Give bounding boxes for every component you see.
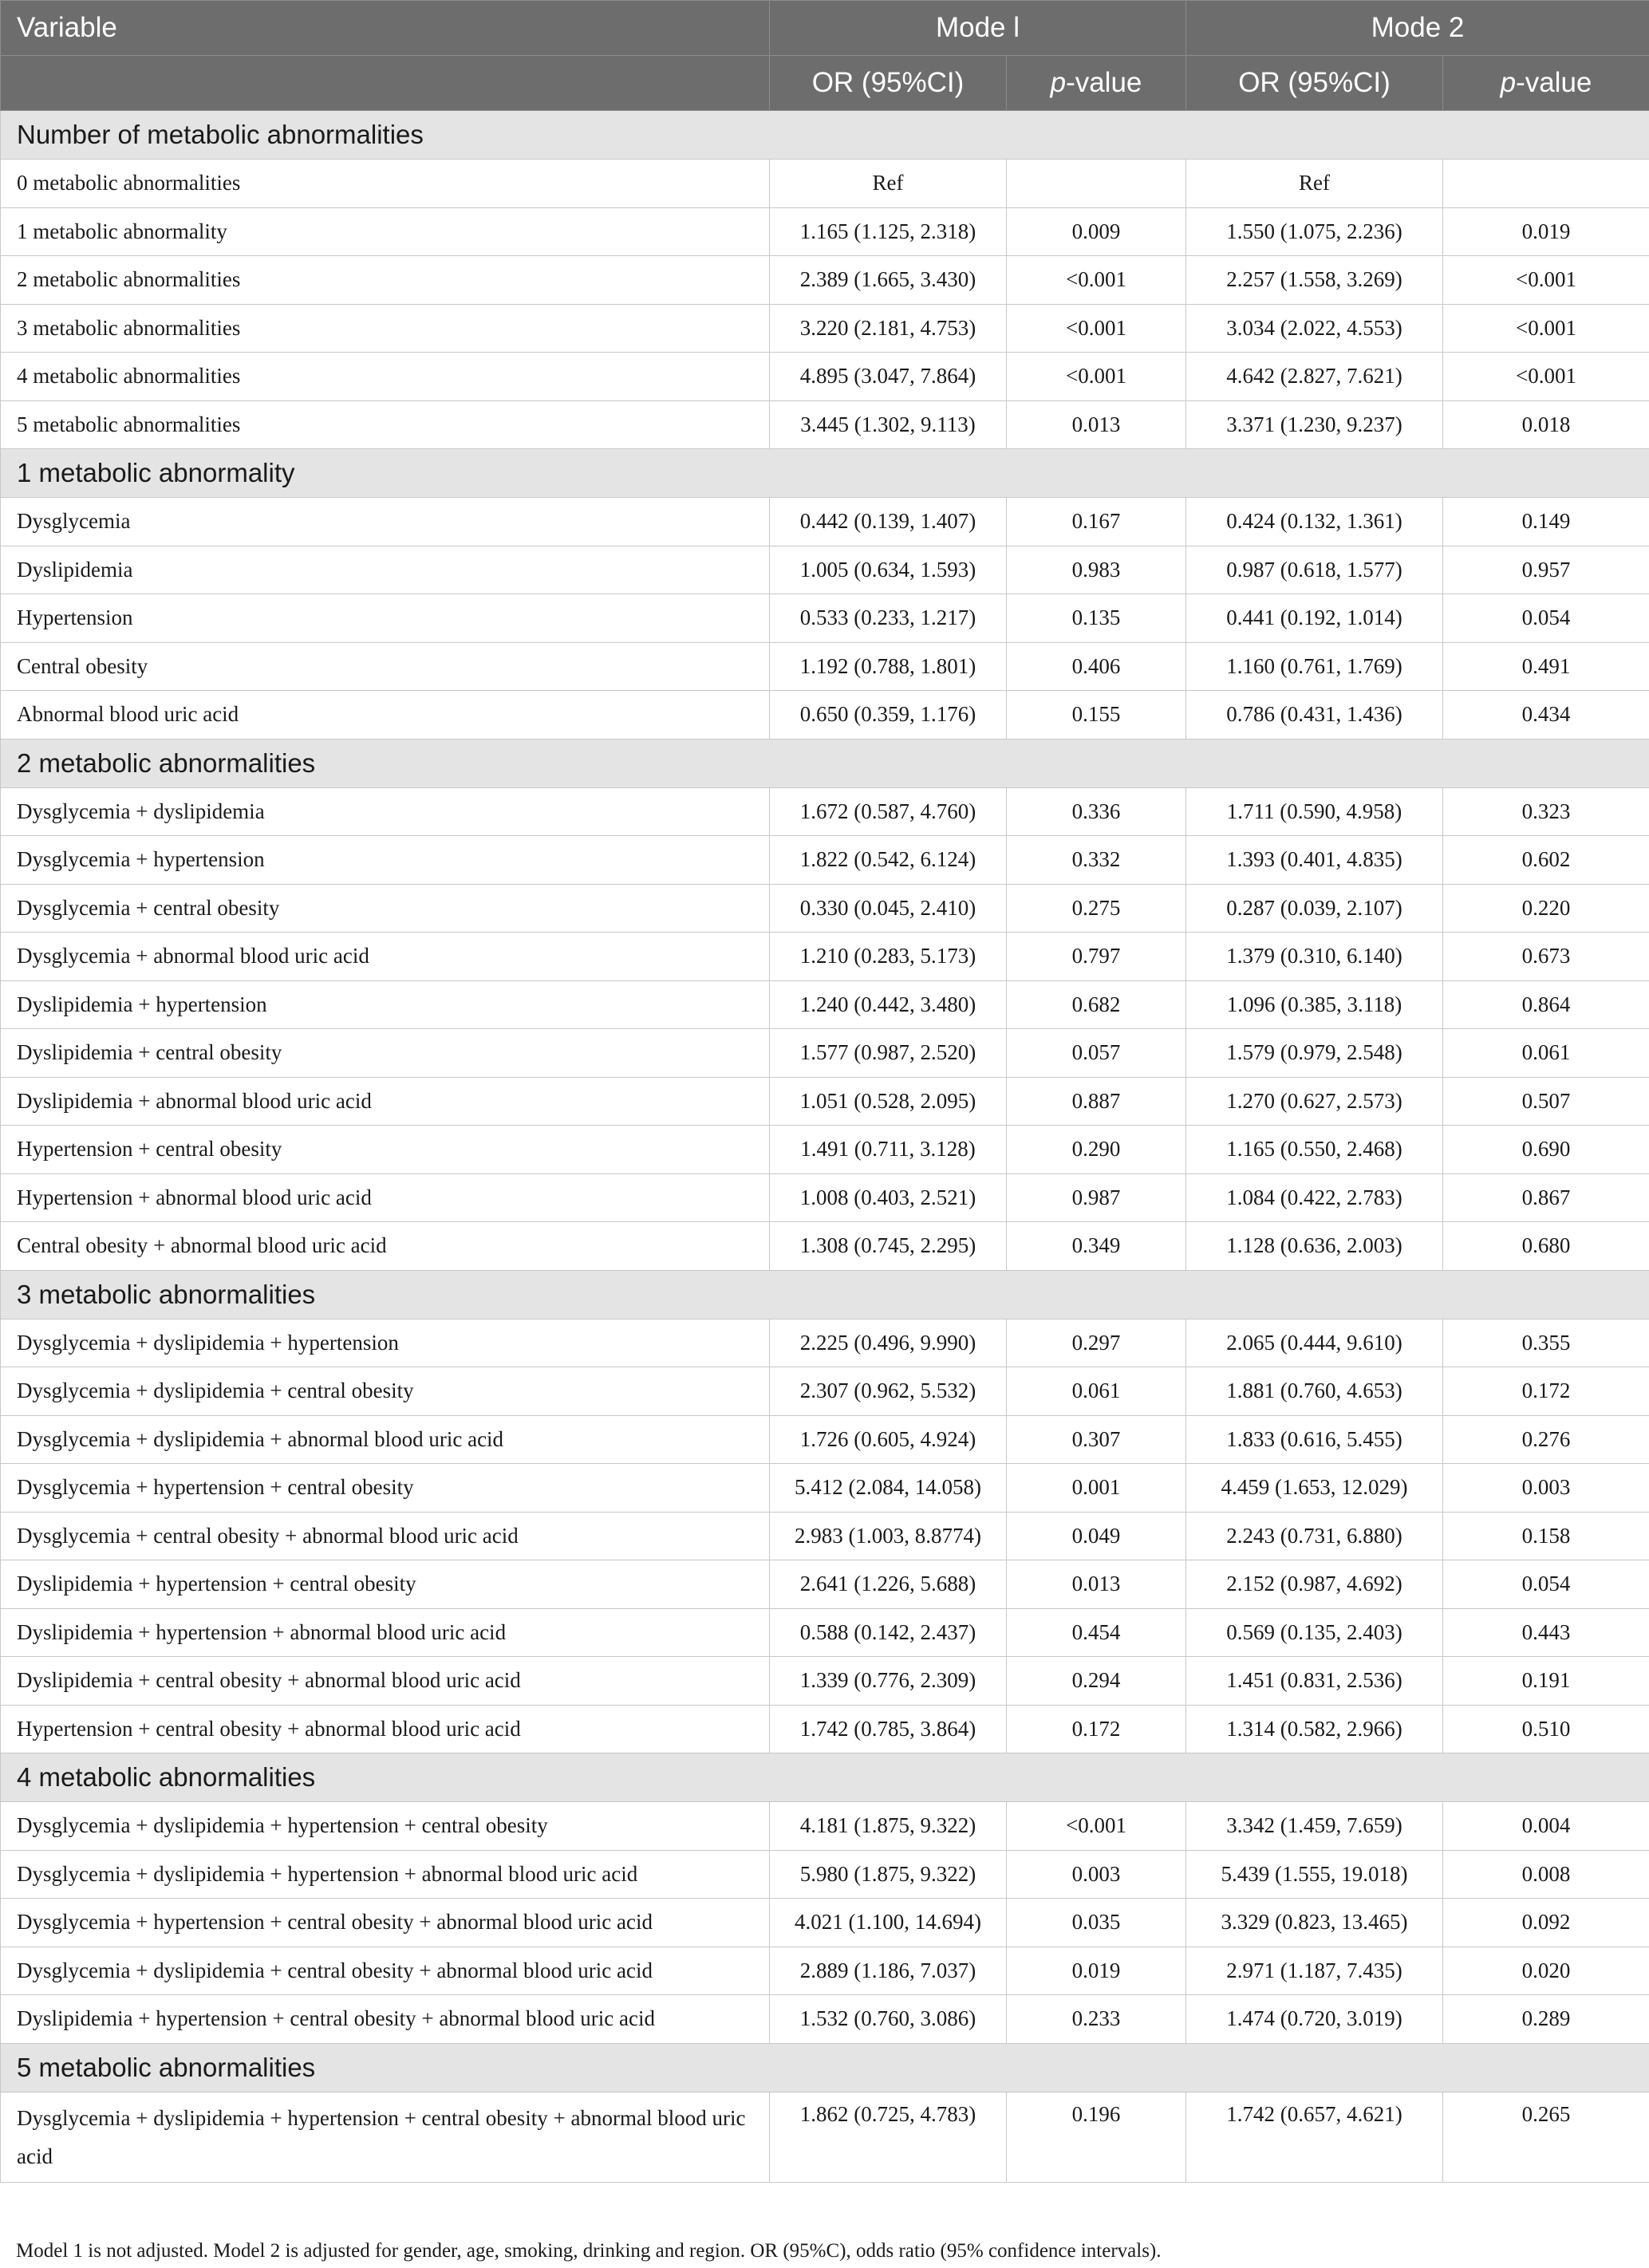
model2-or-cell: 1.096 (0.385, 3.118) bbox=[1186, 980, 1443, 1029]
model2-p-cell: 0.673 bbox=[1443, 933, 1649, 981]
model1-or-cell: 0.650 (0.359, 1.176) bbox=[770, 691, 1007, 740]
model2-or-cell: Ref bbox=[1186, 160, 1443, 208]
row-label: Dyslipidemia + central obesity + abnormal blood uric acid bbox=[1, 1657, 770, 1706]
model1-p-cell: 0.682 bbox=[1007, 980, 1186, 1029]
model2-or-cell: 1.270 (0.627, 2.573) bbox=[1186, 1077, 1443, 1126]
model2-or-cell: 1.165 (0.550, 2.468) bbox=[1186, 1126, 1443, 1174]
table-row bbox=[1, 1367, 1649, 1416]
model2-p-cell: 0.289 bbox=[1443, 1995, 1649, 2044]
model1-p-cell: <0.001 bbox=[1007, 304, 1186, 353]
model2-p-cell: 0.061 bbox=[1443, 1029, 1649, 1078]
model1-or-cell: 1.862 (0.725, 4.783) bbox=[770, 2092, 1007, 2182]
model1-or-cell: 1.192 (0.788, 1.801) bbox=[770, 642, 1007, 691]
model1-p-cell: 0.013 bbox=[1007, 1560, 1186, 1609]
row-label: Central obesity bbox=[1, 642, 770, 691]
section-title: 3 metabolic abnormalities bbox=[1, 1270, 1649, 1319]
model2-or-cell: 0.441 (0.192, 1.014) bbox=[1186, 594, 1443, 643]
model2-p-cell: 0.054 bbox=[1443, 594, 1649, 643]
row-label: Dysglycemia + dyslipidemia + hypertension + central obesity + abnormal blood uric acid bbox=[1, 2092, 770, 2182]
model2-or-cell: 3.329 (0.823, 13.465) bbox=[1186, 1899, 1443, 1947]
table-footnote: Model 1 is not adjusted. Model 2 is adjusted for gender, age, smoking, drinking and region. OR (95%C), odds ratio (95% confidence intervals). bbox=[16, 2240, 1162, 2262]
model1-p-cell: <0.001 bbox=[1007, 256, 1186, 305]
section-header-row bbox=[1, 1753, 1649, 1802]
row-label: 1 metabolic abnormality bbox=[1, 207, 770, 256]
model2-or-cell: 2.257 (1.558, 3.269) bbox=[1186, 256, 1443, 305]
model2-p-cell: 0.019 bbox=[1443, 207, 1649, 256]
p-italic: p bbox=[1050, 67, 1067, 98]
row-label: Central obesity + abnormal blood uric acid bbox=[1, 1222, 770, 1271]
model1-p-cell: <0.001 bbox=[1007, 353, 1186, 401]
row-label: Dysglycemia + hypertension + central obesity + abnormal blood uric acid bbox=[1, 1899, 770, 1947]
model1-p-cell: 0.167 bbox=[1007, 498, 1186, 546]
model1-or-cell: 1.577 (0.987, 2.520) bbox=[770, 1029, 1007, 1078]
table-row bbox=[1, 1995, 1649, 2044]
model2-or-cell: 1.881 (0.760, 4.653) bbox=[1186, 1367, 1443, 1416]
model2-p-cell: 0.220 bbox=[1443, 884, 1649, 933]
row-label: 3 metabolic abnormalities bbox=[1, 304, 770, 353]
row-label: Hypertension + abnormal blood uric acid bbox=[1, 1173, 770, 1222]
model1-or-cell: 1.005 (0.634, 1.593) bbox=[770, 546, 1007, 594]
model1-p-cell: 0.987 bbox=[1007, 1173, 1186, 1222]
model2-p-cell: <0.001 bbox=[1443, 353, 1649, 401]
table-row bbox=[1, 1464, 1649, 1513]
model1-p-cell: 0.332 bbox=[1007, 836, 1186, 885]
p-suffix: -value bbox=[1516, 67, 1592, 98]
model1-or-cell: 0.533 (0.233, 1.217) bbox=[770, 594, 1007, 643]
model1-or-cell: 1.742 (0.785, 3.864) bbox=[770, 1705, 1007, 1753]
table-body bbox=[1, 111, 1649, 2183]
model2-p-cell: 0.020 bbox=[1443, 1947, 1649, 1995]
table-row bbox=[1, 353, 1649, 401]
header-m1-p bbox=[1007, 56, 1186, 111]
header-m2-or: OR (95%CI) bbox=[1186, 56, 1443, 111]
section-title: 4 metabolic abnormalities bbox=[1, 1753, 1649, 1802]
model1-p-cell: 0.003 bbox=[1007, 1850, 1186, 1899]
table-row bbox=[1, 546, 1649, 594]
model1-or-cell: 2.641 (1.226, 5.688) bbox=[770, 1560, 1007, 1609]
model1-p-cell: 0.983 bbox=[1007, 546, 1186, 594]
model1-p-cell: 0.019 bbox=[1007, 1947, 1186, 1995]
model1-or-cell: 4.181 (1.875, 9.322) bbox=[770, 1802, 1007, 1851]
p-italic: p bbox=[1500, 67, 1517, 98]
model1-or-cell: 1.308 (0.745, 2.295) bbox=[770, 1222, 1007, 1271]
header-model-1: Mode l bbox=[770, 1, 1186, 56]
model1-or-cell: 5.412 (2.084, 14.058) bbox=[770, 1464, 1007, 1513]
model1-or-cell: 1.672 (0.587, 4.760) bbox=[770, 787, 1007, 836]
model2-p-cell: 0.158 bbox=[1443, 1512, 1649, 1560]
model2-or-cell: 1.160 (0.761, 1.769) bbox=[1186, 642, 1443, 691]
model2-or-cell: 1.314 (0.582, 2.966) bbox=[1186, 1705, 1443, 1753]
model2-or-cell: 1.711 (0.590, 4.958) bbox=[1186, 787, 1443, 836]
model2-or-cell: 0.987 (0.618, 1.577) bbox=[1186, 546, 1443, 594]
model1-p-cell bbox=[1007, 160, 1186, 208]
model2-or-cell: 4.459 (1.653, 12.029) bbox=[1186, 1464, 1443, 1513]
model1-p-cell: <0.001 bbox=[1007, 1802, 1186, 1851]
model1-p-cell: 0.009 bbox=[1007, 207, 1186, 256]
table-row bbox=[1, 1512, 1649, 1560]
model2-or-cell: 0.287 (0.039, 2.107) bbox=[1186, 884, 1443, 933]
row-label: Dysglycemia + dyslipidemia + central obesity bbox=[1, 1367, 770, 1416]
section-header-row bbox=[1, 449, 1649, 498]
model1-p-cell: 0.275 bbox=[1007, 884, 1186, 933]
model2-or-cell: 4.642 (2.827, 7.621) bbox=[1186, 353, 1443, 401]
row-label: Dyslipidemia + hypertension + abnormal blood uric acid bbox=[1, 1608, 770, 1657]
model1-or-cell: 0.330 (0.045, 2.410) bbox=[770, 884, 1007, 933]
model1-p-cell: 0.172 bbox=[1007, 1705, 1186, 1753]
model1-p-cell: 0.233 bbox=[1007, 1995, 1186, 2044]
model1-p-cell: 0.196 bbox=[1007, 2092, 1186, 2182]
model2-p-cell: 0.276 bbox=[1443, 1415, 1649, 1464]
row-label: Dyslipidemia + abnormal blood uric acid bbox=[1, 1077, 770, 1126]
section-title: 1 metabolic abnormality bbox=[1, 449, 1649, 498]
model1-p-cell: 0.336 bbox=[1007, 787, 1186, 836]
row-label: Hypertension bbox=[1, 594, 770, 643]
table-row bbox=[1, 1560, 1649, 1609]
model1-or-cell: 2.307 (0.962, 5.532) bbox=[770, 1367, 1007, 1416]
model2-or-cell: 1.084 (0.422, 2.783) bbox=[1186, 1173, 1443, 1222]
model2-or-cell: 3.034 (2.022, 4.553) bbox=[1186, 304, 1443, 353]
row-label: Dysglycemia + dyslipidemia bbox=[1, 787, 770, 836]
model2-or-cell: 5.439 (1.555, 19.018) bbox=[1186, 1850, 1443, 1899]
model1-or-cell: 1.491 (0.711, 3.128) bbox=[770, 1126, 1007, 1174]
model2-p-cell: 0.507 bbox=[1443, 1077, 1649, 1126]
row-label: Hypertension + central obesity + abnormal blood uric acid bbox=[1, 1705, 770, 1753]
model1-or-cell: 1.165 (1.125, 2.318) bbox=[770, 207, 1007, 256]
row-label: Hypertension + central obesity bbox=[1, 1126, 770, 1174]
table-row bbox=[1, 1029, 1649, 1078]
table-row bbox=[1, 1802, 1649, 1851]
row-label: Dyslipidemia bbox=[1, 546, 770, 594]
row-label: 0 metabolic abnormalities bbox=[1, 160, 770, 208]
model2-or-cell: 1.128 (0.636, 2.003) bbox=[1186, 1222, 1443, 1271]
model2-p-cell: 0.602 bbox=[1443, 836, 1649, 885]
table-row bbox=[1, 1077, 1649, 1126]
model1-or-cell: 3.220 (2.181, 4.753) bbox=[770, 304, 1007, 353]
table-row bbox=[1, 642, 1649, 691]
row-label: Dysglycemia + dyslipidemia + hypertension + abnormal blood uric acid bbox=[1, 1850, 770, 1899]
model1-p-cell: 0.135 bbox=[1007, 594, 1186, 643]
row-label: Dysglycemia + dyslipidemia + hypertension + central obesity bbox=[1, 1802, 770, 1851]
table-row bbox=[1, 1899, 1649, 1947]
model2-or-cell: 2.971 (1.187, 7.435) bbox=[1186, 1947, 1443, 1995]
table-row bbox=[1, 1850, 1649, 1899]
model2-p-cell: 0.864 bbox=[1443, 980, 1649, 1029]
table-row bbox=[1, 400, 1649, 449]
model1-or-cell: 1.008 (0.403, 2.521) bbox=[770, 1173, 1007, 1222]
model2-or-cell: 3.371 (1.230, 9.237) bbox=[1186, 400, 1443, 449]
model2-p-cell: 0.018 bbox=[1443, 400, 1649, 449]
model1-p-cell: 0.406 bbox=[1007, 642, 1186, 691]
model2-p-cell: 0.323 bbox=[1443, 787, 1649, 836]
model1-or-cell: 1.051 (0.528, 2.095) bbox=[770, 1077, 1007, 1126]
model2-or-cell: 1.579 (0.979, 2.548) bbox=[1186, 1029, 1443, 1078]
row-label: Dysglycemia + hypertension bbox=[1, 836, 770, 885]
model1-p-cell: 0.013 bbox=[1007, 400, 1186, 449]
header-model-2: Mode 2 bbox=[1186, 1, 1649, 56]
model1-p-cell: 0.454 bbox=[1007, 1608, 1186, 1657]
model2-p-cell: 0.443 bbox=[1443, 1608, 1649, 1657]
header-m1-or: OR (95%CI) bbox=[770, 56, 1007, 111]
header-variable-blank bbox=[1, 56, 770, 111]
section-title: 5 metabolic abnormalities bbox=[1, 2043, 1649, 2092]
row-label: 4 metabolic abnormalities bbox=[1, 353, 770, 401]
table-row bbox=[1, 256, 1649, 305]
model1-or-cell: 2.225 (0.496, 9.990) bbox=[770, 1319, 1007, 1367]
model2-p-cell: 0.510 bbox=[1443, 1705, 1649, 1753]
model2-or-cell: 0.424 (0.132, 1.361) bbox=[1186, 498, 1443, 546]
table-row bbox=[1, 836, 1649, 885]
row-label: Dysglycemia + dyslipidemia + central obesity + abnormal blood uric acid bbox=[1, 1947, 770, 1995]
model1-or-cell: 2.983 (1.003, 8.8774) bbox=[770, 1512, 1007, 1560]
model2-p-cell: 0.003 bbox=[1443, 1464, 1649, 1513]
model1-or-cell: 1.339 (0.776, 2.309) bbox=[770, 1657, 1007, 1706]
model2-p-cell: 0.957 bbox=[1443, 546, 1649, 594]
table-row bbox=[1, 1415, 1649, 1464]
section-header-row bbox=[1, 111, 1649, 160]
model1-p-cell: 0.049 bbox=[1007, 1512, 1186, 1560]
table-row bbox=[1, 980, 1649, 1029]
model1-p-cell: 0.061 bbox=[1007, 1367, 1186, 1416]
row-label: 2 metabolic abnormalities bbox=[1, 256, 770, 305]
row-label: Dysglycemia + central obesity bbox=[1, 884, 770, 933]
table-row bbox=[1, 1705, 1649, 1753]
table-row bbox=[1, 933, 1649, 981]
model2-p-cell: <0.001 bbox=[1443, 304, 1649, 353]
section-header-row bbox=[1, 2043, 1649, 2092]
model1-p-cell: 0.001 bbox=[1007, 1464, 1186, 1513]
model1-or-cell: 5.980 (1.875, 9.322) bbox=[770, 1850, 1007, 1899]
row-label: 5 metabolic abnormalities bbox=[1, 400, 770, 449]
header-variable: Variable bbox=[1, 1, 770, 56]
model1-or-cell: 3.445 (1.302, 9.113) bbox=[770, 400, 1007, 449]
table-row bbox=[1, 1608, 1649, 1657]
section-header-row bbox=[1, 1270, 1649, 1319]
model1-or-cell: 1.240 (0.442, 3.480) bbox=[770, 980, 1007, 1029]
table-header bbox=[1, 1, 1649, 111]
table-row bbox=[1, 1173, 1649, 1222]
model1-or-cell: 2.889 (1.186, 7.037) bbox=[770, 1947, 1007, 1995]
model2-or-cell: 1.550 (1.075, 2.236) bbox=[1186, 207, 1443, 256]
model2-or-cell: 1.379 (0.310, 6.140) bbox=[1186, 933, 1443, 981]
table-row bbox=[1, 884, 1649, 933]
model1-p-cell: 0.294 bbox=[1007, 1657, 1186, 1706]
model1-or-cell: 2.389 (1.665, 3.430) bbox=[770, 256, 1007, 305]
model2-p-cell bbox=[1443, 160, 1649, 208]
model2-p-cell: 0.265 bbox=[1443, 2092, 1649, 2182]
model2-p-cell: 0.434 bbox=[1443, 691, 1649, 740]
model1-p-cell: 0.290 bbox=[1007, 1126, 1186, 1174]
model2-p-cell: 0.867 bbox=[1443, 1173, 1649, 1222]
model2-p-cell: 0.355 bbox=[1443, 1319, 1649, 1367]
model2-or-cell: 1.451 (0.831, 2.536) bbox=[1186, 1657, 1443, 1706]
p-suffix: -value bbox=[1066, 67, 1142, 98]
model2-or-cell: 2.152 (0.987, 4.692) bbox=[1186, 1560, 1443, 1609]
row-label: Dysglycemia + dyslipidemia + hypertension bbox=[1, 1319, 770, 1367]
model1-p-cell: 0.307 bbox=[1007, 1415, 1186, 1464]
model2-or-cell: 1.833 (0.616, 5.455) bbox=[1186, 1415, 1443, 1464]
header-m2-p bbox=[1443, 56, 1649, 111]
model2-p-cell: 0.004 bbox=[1443, 1802, 1649, 1851]
table-row bbox=[1, 160, 1649, 208]
section-header-row bbox=[1, 739, 1649, 787]
model2-p-cell: 0.491 bbox=[1443, 642, 1649, 691]
table-row bbox=[1, 1947, 1649, 1995]
model2-p-cell: 0.191 bbox=[1443, 1657, 1649, 1706]
section-title: Number of metabolic abnormalities bbox=[1, 111, 1649, 160]
row-label: Abnormal blood uric acid bbox=[1, 691, 770, 740]
model2-or-cell: 0.786 (0.431, 1.436) bbox=[1186, 691, 1443, 740]
model1-or-cell: 1.532 (0.760, 3.086) bbox=[770, 1995, 1007, 2044]
row-label: Dysglycemia + hypertension + central obesity bbox=[1, 1464, 770, 1513]
row-label: Dysglycemia + abnormal blood uric acid bbox=[1, 933, 770, 981]
model2-p-cell: 0.054 bbox=[1443, 1560, 1649, 1609]
model1-or-cell: Ref bbox=[770, 160, 1007, 208]
model1-p-cell: 0.349 bbox=[1007, 1222, 1186, 1271]
row-label: Dyslipidemia + hypertension + central obesity bbox=[1, 1560, 770, 1609]
row-label: Dyslipidemia + central obesity bbox=[1, 1029, 770, 1078]
table-row bbox=[1, 207, 1649, 256]
model2-p-cell: 0.008 bbox=[1443, 1850, 1649, 1899]
model2-p-cell: 0.149 bbox=[1443, 498, 1649, 546]
section-title: 2 metabolic abnormalities bbox=[1, 739, 1649, 787]
model1-or-cell: 0.588 (0.142, 2.437) bbox=[770, 1608, 1007, 1657]
table-row bbox=[1, 1222, 1649, 1271]
model2-p-cell: 0.690 bbox=[1443, 1126, 1649, 1174]
model1-p-cell: 0.035 bbox=[1007, 1899, 1186, 1947]
model2-p-cell: 0.680 bbox=[1443, 1222, 1649, 1271]
row-label: Dysglycemia bbox=[1, 498, 770, 546]
table-row bbox=[1, 2092, 1649, 2182]
row-label: Dysglycemia + dyslipidemia + abnormal blood uric acid bbox=[1, 1415, 770, 1464]
model2-or-cell: 1.474 (0.720, 3.019) bbox=[1186, 1995, 1443, 2044]
model1-or-cell: 4.021 (1.100, 14.694) bbox=[770, 1899, 1007, 1947]
model2-p-cell: 0.172 bbox=[1443, 1367, 1649, 1416]
model1-or-cell: 4.895 (3.047, 7.864) bbox=[770, 353, 1007, 401]
row-label: Dyslipidemia + hypertension + central obesity + abnormal blood uric acid bbox=[1, 1995, 770, 2044]
model1-p-cell: 0.297 bbox=[1007, 1319, 1186, 1367]
model2-or-cell: 2.065 (0.444, 9.610) bbox=[1186, 1319, 1443, 1367]
model2-p-cell: <0.001 bbox=[1443, 256, 1649, 305]
table-row bbox=[1, 498, 1649, 546]
table-row bbox=[1, 1657, 1649, 1706]
model1-p-cell: 0.155 bbox=[1007, 691, 1186, 740]
model1-or-cell: 0.442 (0.139, 1.407) bbox=[770, 498, 1007, 546]
model2-or-cell: 3.342 (1.459, 7.659) bbox=[1186, 1802, 1443, 1851]
table-row bbox=[1, 594, 1649, 643]
model2-p-cell: 0.092 bbox=[1443, 1899, 1649, 1947]
model1-p-cell: 0.887 bbox=[1007, 1077, 1186, 1126]
model2-or-cell: 1.393 (0.401, 4.835) bbox=[1186, 836, 1443, 885]
table-row bbox=[1, 787, 1649, 836]
row-label: Dysglycemia + central obesity + abnormal blood uric acid bbox=[1, 1512, 770, 1560]
table-row bbox=[1, 1319, 1649, 1367]
model1-or-cell: 1.210 (0.283, 5.173) bbox=[770, 933, 1007, 981]
model1-or-cell: 1.726 (0.605, 4.924) bbox=[770, 1415, 1007, 1464]
model2-or-cell: 0.569 (0.135, 2.403) bbox=[1186, 1608, 1443, 1657]
model2-or-cell: 1.742 (0.657, 4.621) bbox=[1186, 2092, 1443, 2182]
model1-or-cell: 1.822 (0.542, 6.124) bbox=[770, 836, 1007, 885]
table-row bbox=[1, 691, 1649, 740]
table-row bbox=[1, 304, 1649, 353]
model1-p-cell: 0.797 bbox=[1007, 933, 1186, 981]
row-label: Dyslipidemia + hypertension bbox=[1, 980, 770, 1029]
model2-or-cell: 2.243 (0.731, 6.880) bbox=[1186, 1512, 1443, 1560]
model1-p-cell: 0.057 bbox=[1007, 1029, 1186, 1078]
table-row bbox=[1, 1126, 1649, 1174]
